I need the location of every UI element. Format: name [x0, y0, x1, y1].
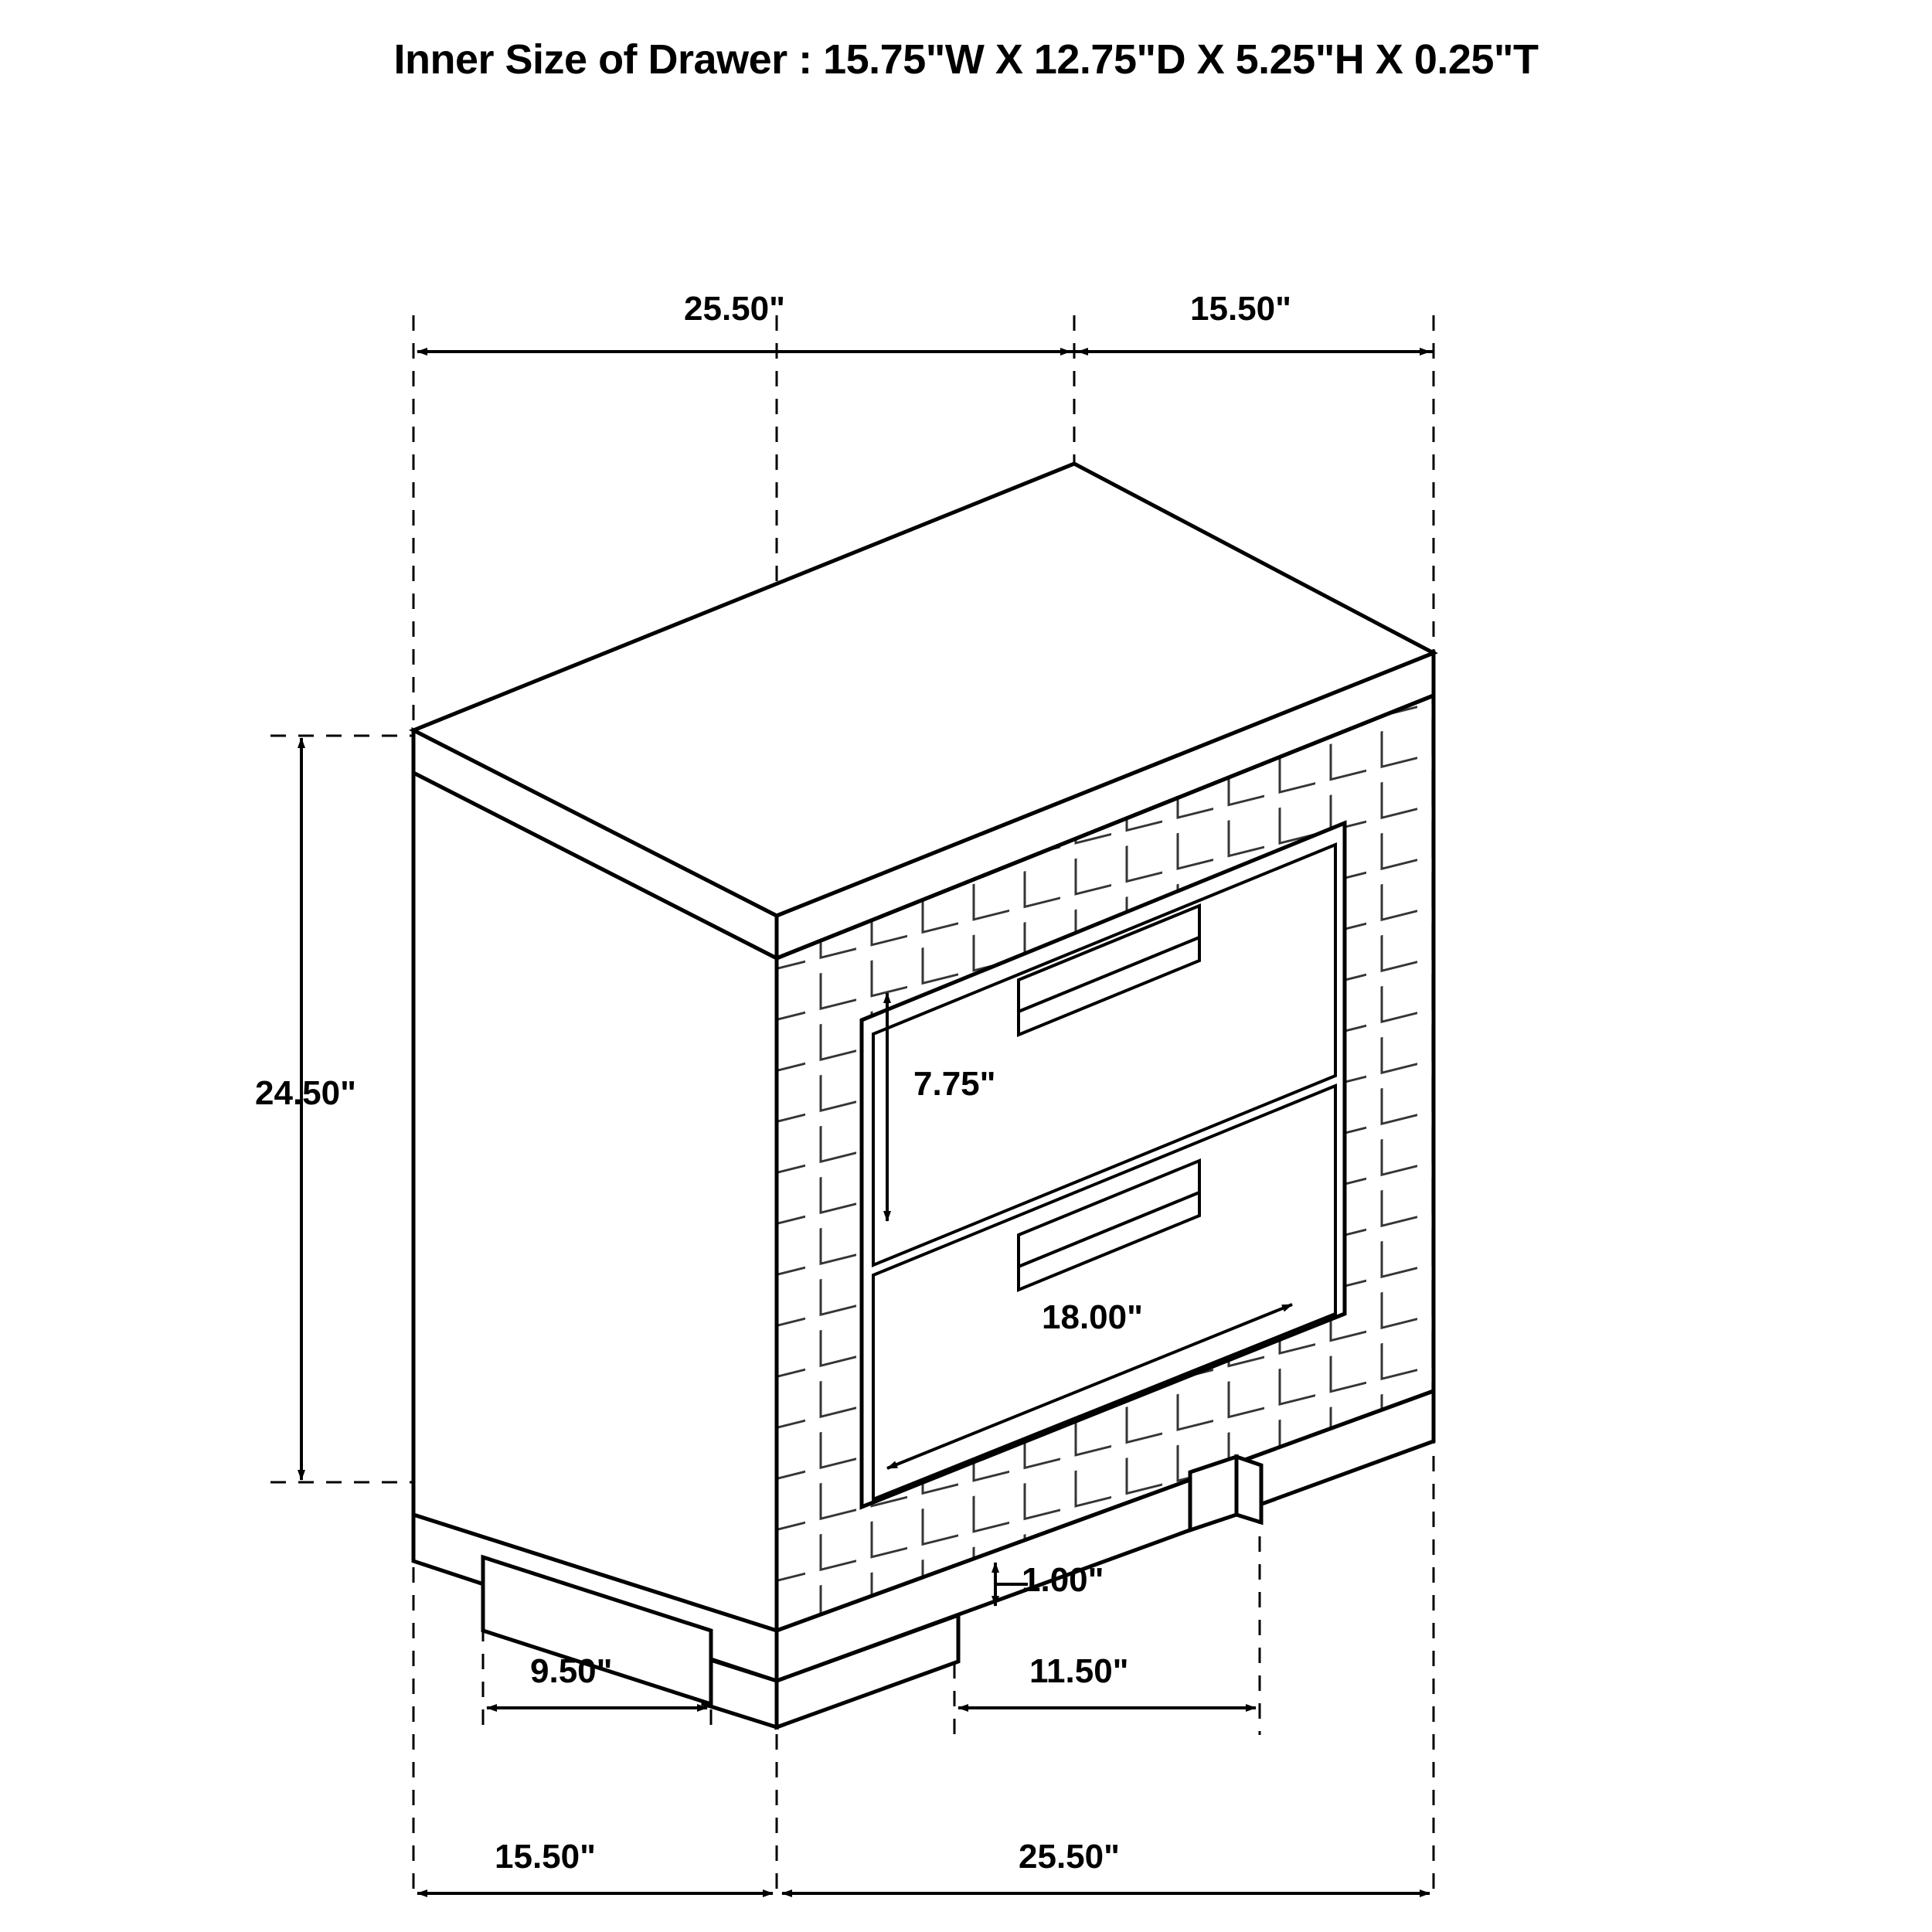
- dim-drawer-width-label: 18.00": [1042, 1298, 1143, 1336]
- dim-foot-depth-label: 9.50": [530, 1652, 613, 1690]
- dim-foot-width-label: 11.50": [1029, 1652, 1129, 1690]
- dim-base-depth-label: 15.50": [495, 1838, 596, 1876]
- dim-overall-height-label: 24.50": [255, 1074, 356, 1112]
- dim-top-width-label: 25.50": [684, 290, 785, 328]
- page-title: Inner Size of Drawer : 15.75"W X 12.75"D X 5.25"H X 0.25"T: [393, 36, 1539, 83]
- dim-drawer-height-label: 7.75": [913, 1065, 996, 1103]
- dim-plinth-height-label: 1.00": [1022, 1561, 1104, 1599]
- dim-top-depth-label: 15.50": [1190, 290, 1291, 328]
- dim-base-width-label: 25.50": [1019, 1838, 1120, 1876]
